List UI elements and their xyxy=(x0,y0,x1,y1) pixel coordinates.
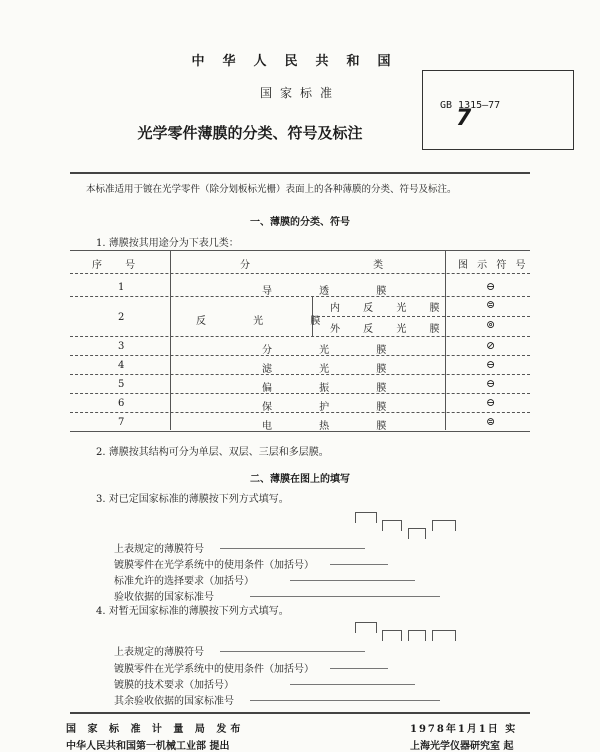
footer-proposer: 中华人民共和国第一机械工业部 提出 xyxy=(66,741,230,752)
row-category: 分 光 膜 xyxy=(262,345,409,356)
leader-line xyxy=(290,580,415,581)
format-label: 镀膜零件在光学系统中的使用条件（加括号） xyxy=(114,664,314,675)
row-symbol: ⊖ xyxy=(486,280,496,293)
handwritten-mark: 7 xyxy=(456,106,472,131)
table-col-divider xyxy=(170,250,171,430)
format-label: 上表规定的薄膜符号 xyxy=(114,544,204,555)
table-bottom-rule xyxy=(70,431,530,432)
row-sub-category: 内 反 光 膜 xyxy=(330,303,450,314)
row-symbol: ⊜ xyxy=(486,415,496,428)
format-label: 上表规定的薄膜符号 xyxy=(114,647,204,658)
row-category: 电 热 膜 xyxy=(262,421,409,432)
row-sub-category: 外 反 光 膜 xyxy=(330,324,450,335)
footer-rule xyxy=(70,712,530,714)
table-row-rule xyxy=(70,412,530,413)
leader-line xyxy=(220,651,365,652)
table-row-rule xyxy=(70,374,530,375)
table-top-rule xyxy=(70,250,530,251)
format-bracket xyxy=(382,520,402,531)
format-bracket xyxy=(432,520,456,531)
standard-number: GB 1315—77 xyxy=(440,100,501,111)
intro-text: 本标准适用于镀在光学零件（除分划板标光栅）表面上的各种薄膜的分类、符号及标注。 xyxy=(86,184,457,195)
header-rule xyxy=(70,172,530,174)
row-symbol: ⊜ xyxy=(486,298,496,311)
row-category: 保 护 膜 xyxy=(262,402,409,413)
row-no: 5 xyxy=(118,379,125,390)
format-bracket xyxy=(382,630,402,641)
table-header-category: 分 类 xyxy=(240,260,444,271)
section2-heading: 二、薄膜在图上的填写 xyxy=(250,474,350,485)
table-row-rule xyxy=(70,336,530,337)
item4-text: 4. 对暂无国家标准的薄膜按下列方式填写。 xyxy=(96,606,289,617)
row-symbol: ⊚ xyxy=(486,318,496,331)
table-header-no: 序 号 xyxy=(92,260,146,271)
row-symbol: ⊖ xyxy=(486,358,496,371)
row-no: 7 xyxy=(118,417,125,428)
row-symbol: ⊖ xyxy=(486,396,496,409)
row-category: 反 光 膜 xyxy=(196,316,343,327)
leader-line xyxy=(220,548,365,549)
format-label: 其余验收依据的国家标准号 xyxy=(114,696,234,707)
section1-heading: 一、薄膜的分类、符号 xyxy=(250,217,350,228)
item1-text: 1. 薄膜按其用途分为下表几类： xyxy=(96,238,239,249)
row-symbol: ⊘ xyxy=(486,339,496,352)
table-row-rule xyxy=(70,355,530,356)
row-no: 4 xyxy=(118,360,125,371)
format-label: 镀膜零件在光学系统中的使用条件（加括号） xyxy=(114,560,314,571)
document-title: 光学零件薄膜的分类、符号及标注 xyxy=(137,124,363,142)
format-label: 验收依据的国家标准号 xyxy=(114,592,214,603)
row-no: 6 xyxy=(118,398,125,409)
standard-type: 国家标准 xyxy=(259,86,340,100)
item2-text: 2. 薄膜按其结构可分为单层、双层、三层和多层膜。 xyxy=(96,447,329,458)
row-no: 2 xyxy=(118,312,125,323)
table-col-divider xyxy=(445,250,446,430)
format-bracket xyxy=(432,630,456,641)
table-header-rule xyxy=(70,273,530,274)
format-bracket xyxy=(355,622,377,633)
format-bracket xyxy=(408,630,426,641)
row-no: 3 xyxy=(118,341,125,352)
leader-line xyxy=(250,700,440,701)
item3-text: 3. 对已定国家标准的薄膜按下列方式填写。 xyxy=(96,494,289,505)
leader-line xyxy=(250,596,440,597)
leader-line xyxy=(290,684,415,685)
row-symbol: ⊖ xyxy=(486,377,496,390)
country-title: 中华人民共和国 xyxy=(191,54,409,69)
row-category: 导 透 膜 xyxy=(262,286,409,297)
leader-line xyxy=(330,564,388,565)
format-label: 标准允许的选择要求（加括号） xyxy=(114,576,254,587)
table-row-rule xyxy=(70,393,530,394)
footer-drafter: 上海光学仪器研究室 起 xyxy=(410,741,514,752)
table-sub-rule xyxy=(312,316,530,317)
table-row-rule xyxy=(70,296,530,297)
table-header-symbol: 图 示 符 号 xyxy=(458,260,529,271)
format-bracket xyxy=(408,528,426,539)
format-bracket xyxy=(355,512,377,523)
row-no: 1 xyxy=(118,282,125,293)
row-category: 偏 振 膜 xyxy=(262,383,409,394)
leader-line xyxy=(330,668,388,669)
footer-publisher: 国 家 标 准 计 量 局 发布 xyxy=(66,724,245,735)
footer-effective-date: 1978年1月1日 实 xyxy=(410,724,518,735)
row-category: 滤 光 膜 xyxy=(262,364,409,375)
format-label: 镀膜的技术要求（加括号） xyxy=(114,680,234,691)
